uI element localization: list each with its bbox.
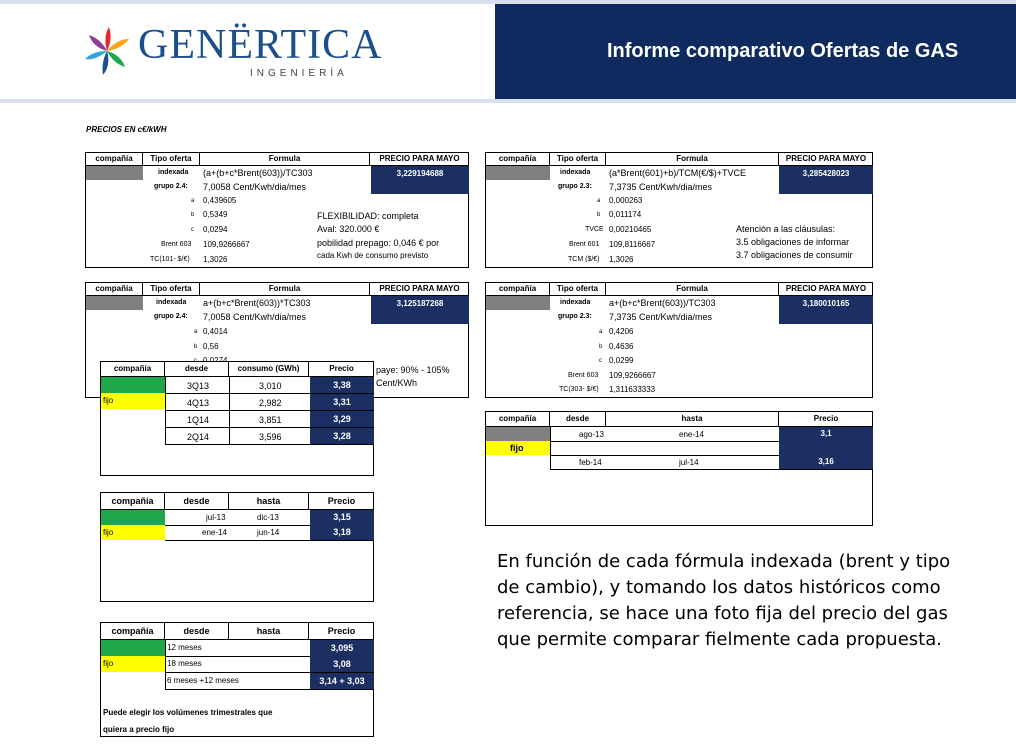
precio-cell: 3,29: [310, 411, 374, 427]
header-hasta: hasta: [229, 493, 309, 510]
hasta-cell: ene-14: [679, 430, 704, 439]
param-label: b: [191, 212, 195, 218]
param-label: c: [191, 227, 194, 233]
param-value: 1,3026: [203, 255, 228, 264]
offer-table-1: [85, 152, 469, 268]
precio-cell-empty: [779, 441, 873, 455]
param-label: a: [194, 329, 198, 335]
grid-line: [165, 640, 166, 689]
param-value: 0,56: [203, 342, 219, 351]
header-formula: Formula: [606, 283, 779, 296]
quarter-cell: 3Q13: [187, 381, 210, 391]
note-line: paye: 90% - 105%: [376, 365, 450, 375]
quarter-cell: 2Q14: [187, 432, 210, 442]
formula-1: (a*Brent(601)+b)/TCM(€/$)+TVCE: [609, 168, 747, 178]
param-value: 0,00210465: [609, 225, 652, 234]
formula-1: (a+(b+c*Brent(603))/TC303: [203, 168, 313, 178]
tipo-oferta-2: grupo 2.4:: [154, 183, 188, 190]
green-cell: [101, 510, 165, 525]
formula-2: 7,0058 Cent/Kwh/dia/mes: [203, 182, 307, 192]
param-value: 0,4636: [609, 342, 634, 351]
param-value: 0,0294: [203, 225, 228, 234]
compania-cell: [486, 296, 550, 310]
tipo-oferta-2: grupo 2.3:: [558, 183, 592, 190]
logo-subtitle: INGENIERÍA: [250, 68, 348, 79]
tipo-oferta-1: indexada: [158, 169, 189, 176]
header-compania: compañía: [486, 283, 550, 296]
grid-line: [165, 377, 166, 445]
hasta-cell: dic-13: [257, 513, 279, 522]
precio-cell: 3,095: [310, 640, 374, 656]
note-line: 3.5 obligaciones de informar: [736, 237, 850, 247]
desde-cell: feb-14: [579, 458, 602, 467]
note-line: Puede elegir los volúmenes trimestrales que: [103, 708, 273, 717]
grid-line: [165, 689, 374, 690]
precio-cell: 3,28: [310, 428, 374, 444]
hasta-cell: jun-14: [257, 528, 280, 537]
tipo-oferta-1: indexada: [156, 299, 187, 306]
compania-cell: [86, 166, 143, 180]
note-line: FLEXIBILIDAD: completa: [317, 211, 419, 221]
genertica-logo-icon: [84, 24, 130, 78]
param-value: 0,5349: [203, 210, 228, 219]
prices-label: PRECIOS EN c€/kWH: [86, 125, 167, 134]
note-line: 3.7 obligaciones de consumir: [736, 250, 853, 260]
header-precio-mayo: PRECIO PARA MAYO: [779, 153, 873, 166]
fixed-table-right: [485, 411, 873, 526]
header-precio: Precio: [779, 412, 873, 427]
header-consumo: consumo (GWh): [229, 362, 309, 377]
explanation-paragraph: En función de cada fórmula indexada (brent y tipo de cambio), y tomando los datos históricos como referencia, se hace una foto fija del precio del gas que permite comparar fielmente cada propuesta.: [497, 551, 951, 650]
grid-line: [550, 427, 551, 469]
precio-cell: 3,18: [310, 525, 374, 540]
precio-cell: 3,14 + 3,03: [310, 673, 374, 689]
header-divider: [0, 99, 1016, 103]
param-label: Brent 603: [161, 241, 192, 248]
param-label: TCM ($/€): [568, 256, 600, 263]
header-compania: compañía: [486, 412, 550, 427]
formula-2: 7,0058 Cent/Kwh/dia/mes: [203, 312, 307, 322]
fixed-table-months: [100, 622, 374, 737]
precio-cell: 3,08: [310, 656, 374, 672]
param-label: b: [599, 344, 603, 350]
note-line: Aval: 320.000 €: [317, 224, 380, 234]
grid-line: [550, 469, 873, 470]
fixed-table-semester: [100, 492, 374, 602]
param-value: 109,9266667: [203, 240, 250, 249]
param-value: 0,011174: [609, 210, 642, 219]
header-tipo-oferta: Tipo oferta: [550, 283, 606, 296]
header-desde: desde: [165, 493, 229, 510]
param-value: 0,0299: [609, 356, 634, 365]
header-formula: Formula: [606, 153, 779, 166]
header-formula: Formula: [200, 153, 370, 166]
param-label: TVCE: [585, 226, 604, 233]
header-compania: compañía: [486, 153, 550, 166]
param-value: 1,3026: [609, 255, 634, 264]
compania-cell: [486, 427, 550, 441]
quarter-cell: 1Q14: [187, 415, 210, 425]
note-line: Atención a las cláusulas:: [736, 224, 836, 234]
grid-line: [165, 444, 374, 445]
grid-line: [229, 377, 230, 445]
tipo-oferta-2: grupo 2.4:: [154, 313, 188, 320]
param-label: Brent 603: [568, 372, 599, 379]
note-line: quiera a precio fijo: [103, 725, 175, 734]
param-value: 0,4014: [203, 327, 228, 336]
param-label: a: [191, 198, 195, 204]
header-compania: compañía: [101, 493, 165, 510]
param-label: Brent 601: [569, 241, 600, 248]
param-label: TC(303- $/€): [559, 386, 599, 393]
precio-cell: 3,31: [310, 394, 374, 410]
header-precio-mayo: PRECIO PARA MAYO: [779, 283, 873, 296]
periodo-cell: 12 meses: [167, 643, 202, 652]
header-compania: compañía: [86, 283, 143, 296]
formula-1: a+(b+c*Brent(603))/TC303: [609, 298, 716, 308]
param-value: 0,4206: [609, 327, 634, 336]
tipo-oferta-1: indexada: [560, 169, 591, 176]
header-compania: compañía: [86, 153, 143, 166]
tipo-oferta-1: indexada: [560, 299, 591, 306]
precio-cell: 3,1: [779, 427, 873, 441]
precio-cell: 3,15: [310, 510, 374, 525]
header-precio-mayo: PRECIO PARA MAYO: [370, 153, 469, 166]
green-cell: [101, 640, 165, 656]
price-value: 3,285428023: [779, 166, 873, 194]
periodo-cell: 6 meses +12 meses: [167, 676, 239, 685]
fijo-cell: fijo: [101, 393, 165, 409]
fijo-cell: fijo: [486, 441, 550, 455]
consumo-cell: 3,010: [259, 381, 282, 391]
param-label: c: [599, 358, 602, 364]
header-compania: compañía: [101, 623, 165, 640]
header-hasta: hasta: [229, 623, 309, 640]
header-desde: desde: [550, 412, 606, 427]
header-tipo-oferta: Tipo oferta: [143, 283, 200, 296]
price-value: 3,229194688: [371, 166, 469, 194]
formula-2: 7,3735 Cent/Kwh/dia/mes: [609, 312, 713, 322]
note-line: pobilidad prepago: 0,046 € por: [317, 238, 440, 248]
consumo-cell: 2,982: [259, 398, 282, 408]
offer-table-4: [485, 282, 873, 398]
header-precio-mayo: PRECIO PARA MAYO: [370, 283, 469, 296]
param-value: 109,9266667: [609, 371, 656, 380]
desde-cell: ago-13: [579, 430, 604, 439]
param-value: 0,000263: [609, 196, 643, 205]
param-label: a: [597, 198, 601, 204]
price-value: 3,180010165: [779, 296, 873, 324]
compania-cell: [486, 166, 550, 180]
param-value: 1,311633333: [609, 385, 656, 394]
green-cell: [101, 377, 165, 393]
offer-table-2: [485, 152, 873, 268]
header-desde: desde: [165, 623, 229, 640]
desde-cell: jul-13: [206, 513, 226, 522]
precio-cell: 3,16: [779, 455, 873, 469]
header-compania: compañía: [101, 362, 165, 377]
compania-cell: [86, 296, 143, 310]
note-line: cada Kwh de consumo previsto: [317, 251, 429, 260]
header-tipo-oferta: Tipo oferta: [143, 153, 200, 166]
header-precio: Precio: [309, 362, 374, 377]
price-value: 3,125187268: [371, 296, 469, 324]
header-desde: desde: [165, 362, 229, 377]
param-label: b: [597, 212, 601, 218]
consumo-cell: 3,596: [259, 432, 282, 442]
param-label: a: [599, 329, 603, 335]
formula-1: a+(b+c*Brent(603))*TC303: [203, 298, 311, 308]
header-precio: Precio: [309, 623, 374, 640]
fixed-table-quarterly: [100, 361, 374, 476]
logo-text: GENËRTICA: [138, 22, 383, 68]
param-label: b: [194, 344, 198, 350]
periodo-cell: 18 meses: [167, 659, 202, 668]
header-precio: Precio: [309, 493, 374, 510]
header-hasta: hasta: [606, 412, 779, 427]
param-value: 109,8116667: [609, 240, 656, 249]
header-tipo-oferta: Tipo oferta: [550, 153, 606, 166]
precio-cell: 3,38: [310, 377, 374, 393]
desde-cell: ene-14: [202, 528, 227, 537]
quarter-cell: 4Q13: [187, 398, 210, 408]
consumo-cell: 3,851: [259, 415, 282, 425]
grid-line: [165, 540, 374, 541]
tipo-oferta-2: grupo 2.3:: [558, 313, 592, 320]
param-label: TC(101- $/€): [150, 256, 190, 263]
fijo-cell: fijo: [101, 656, 165, 672]
hasta-cell: jul-14: [679, 458, 699, 467]
fijo-cell: fijo: [101, 525, 165, 540]
formula-2: 7,3735 Cent/Kwh/dia/mes: [609, 182, 713, 192]
header-formula: Formula: [200, 283, 370, 296]
note-line: Cent/KWh: [376, 378, 418, 388]
param-value: 0,439605: [203, 196, 237, 205]
page-title: Informe comparativo Ofertas de GAS: [607, 40, 959, 62]
